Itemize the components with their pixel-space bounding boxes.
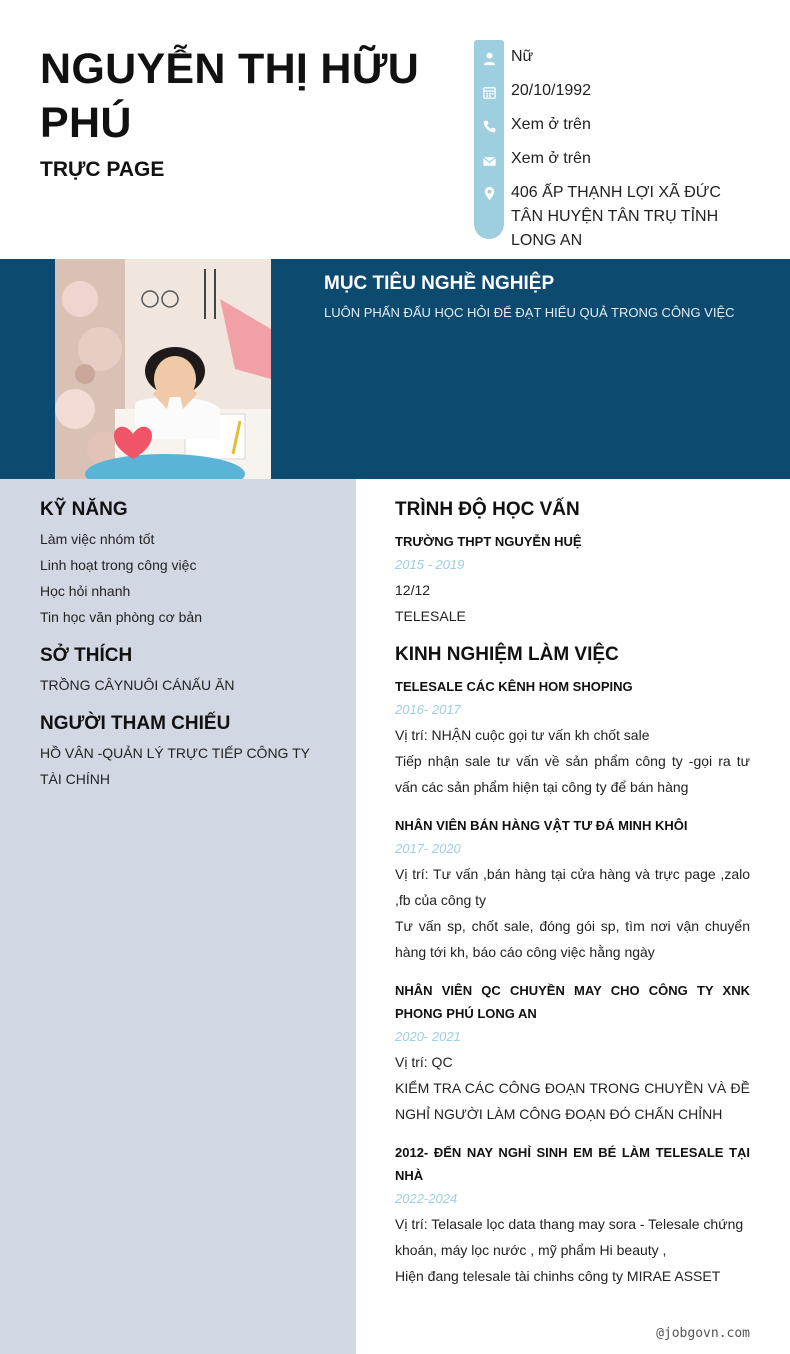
skill-item: Tin học văn phòng cơ bản [40, 609, 202, 625]
job-period: 2022-2024 [395, 1191, 458, 1206]
job-line: Vị trí: NHẬN cuộc gọi tư vấn kh chốt sale [395, 727, 650, 743]
references-text: HỒ VÂN -QUẢN LÝ TRỰC TIẾP CÔNG TY TÀI CHÍNH [40, 745, 310, 787]
contact-icon-bar [474, 40, 504, 239]
objective-title: MỤC TIÊU NGHỀ NGHIỆP [324, 273, 555, 294]
job-company: NHÂN VIÊN BÁN HÀNG VẬT TƯ ĐÁ MINH KHÔI [395, 818, 688, 833]
skills-title: KỸ NĂNG [40, 499, 128, 520]
person-icon [474, 48, 504, 68]
education-period: 2015 - 2019 [395, 557, 465, 572]
calendar-icon [474, 82, 504, 102]
experience-title: KINH NGHIỆM LÀM VIỆC [395, 644, 619, 665]
job-line: Hiện đang telesale tài chinhs công ty MIRAE ASSET [395, 1268, 721, 1284]
job-period: 2017- 2020 [395, 841, 461, 856]
contact-gender: Nữ [511, 48, 534, 65]
education-note: TELESALE [395, 608, 466, 624]
education-title: TRÌNH ĐỘ HỌC VẤN [395, 499, 580, 520]
job-line: Tiếp nhận sale tư vấn về sản phẩm công ty -gọi ra tư vấn các sản phẩm hiện tại công ty để bán hàng [395, 753, 750, 795]
candidate-position: TRỰC PAGE [40, 158, 165, 181]
candidate-name: NGUYỄN THỊ HỮU PHÚ [40, 45, 420, 147]
job-period: 2020- 2021 [395, 1029, 461, 1044]
skill-item: Làm việc nhóm tốt [40, 531, 155, 547]
contact-email: Xem ở trên [511, 150, 591, 167]
skill-item: Linh hoạt trong công việc [40, 557, 197, 573]
contact-birthday: 20/10/1992 [511, 82, 592, 99]
watermark-text: @jobgovn.com [656, 1326, 750, 1341]
profile-photo [55, 259, 271, 479]
references-title: NGƯỜI THAM CHIẾU [40, 713, 231, 734]
job-line: Tư vấn sp, chốt sale, đóng gói sp, tìm nơi vận chuyển hàng tới kh, báo cáo công việc hằng ngày [395, 918, 750, 960]
hobbies-title: SỞ THÍCH [40, 645, 133, 666]
mail-icon [474, 151, 504, 171]
objective-text: LUÔN PHẤN ĐẤU HỌC HỎI ĐỂ ĐẠT HIỂU QUẢ TRONG CÔNG VIỆC [324, 305, 735, 320]
phone-icon [474, 116, 504, 136]
job-line: Vị trí: QC [395, 1054, 453, 1070]
contact-address: 406 ẤP THẠNH LỢI XÃ ĐỨC TÂN HUYỆN TÂN TRỤ TỈNH LONG AN [511, 184, 721, 249]
job-company: 2012- ĐẾN NAY NGHỈ SINH EM BÉ LÀM TELESALE TẠI NHÀ [395, 1145, 750, 1183]
hobbies-text: TRỒNG CÂYNUÔI CÁNẤU ĂN [40, 677, 235, 693]
cv-header [0, 0, 790, 259]
education-school: TRƯỜNG THPT NGUYỄN HUỆ [395, 534, 582, 549]
job-period: 2016- 2017 [395, 702, 461, 717]
contact-phone: Xem ở trên [511, 116, 591, 133]
job-line: KIỂM TRA CÁC CÔNG ĐOẠN TRONG CHUYỀN VÀ ĐỀ NGHỈ NGƯỜI LÀM CÔNG ĐOẠN ĐÓ CHẤN CHỈNH [395, 1080, 750, 1122]
job-line: Vị trí: Tư vấn ,bán hàng tại cửa hàng và trực page ,zalo ,fb của công ty [395, 866, 750, 908]
skill-item: Học hỏi nhanh [40, 583, 131, 599]
job-company: NHÂN VIÊN QC CHUYỀN MAY CHO CÔNG TY XNK PHONG PHÚ LONG AN [395, 983, 750, 1021]
location-pin-icon [474, 183, 504, 203]
education-grade: 12/12 [395, 582, 431, 598]
job-line: Vị trí: Telasale lọc data thang may sora - Telesale chứng khoán, máy lọc nước , mỹ phẩm Hi beauty , [395, 1216, 744, 1258]
job-company: TELESALE CÁC KÊNH HOM SHOPING [395, 679, 633, 694]
